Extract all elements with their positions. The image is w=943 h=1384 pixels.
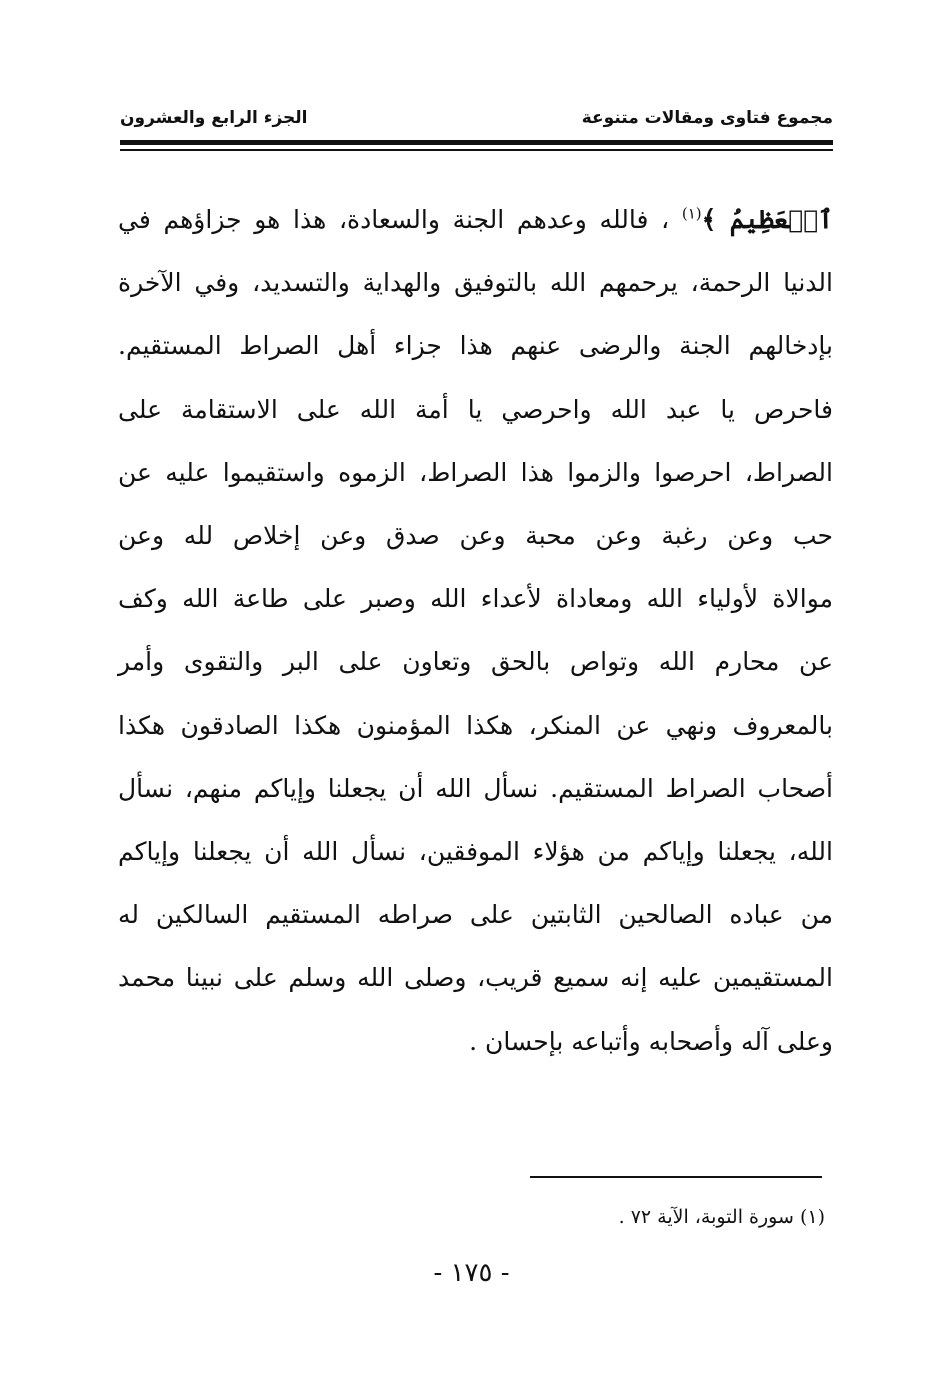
- running-header: [120, 100, 833, 136]
- page-number: - ١٧٥ -: [433, 1258, 510, 1288]
- text-line-14: وعلى آله وأصحابه وأتباعه بإحسان .: [469, 1026, 833, 1056]
- footnote-reference: (١): [681, 204, 702, 223]
- header-rule-thick: [120, 140, 833, 145]
- text-line-6: حب وعن رغبة وعن محبة وعن صدق وعن إخلاص لله وعن: [118, 521, 833, 551]
- main-text: [118, 188, 833, 1073]
- text-line-12: من عباده الصالحين الثابتين على صراطه المستقيم السالكين له: [118, 900, 833, 930]
- text-line-10: أصحاب الصراط المستقيم. نسأل الله أن يجعلنا وإياكم منهم، نسأل: [118, 773, 833, 803]
- text-line-1: ٱلۡعَظِيمُ ﴾$^{(١)}$ ، فالله وعدهم الجنة والسعادة، هذا هو جزاؤهم في: [118, 204, 833, 234]
- text-line-9: بالمعروف ونهي عن المنكر، هكذا المؤمنون هكذا الصادقون هكذا: [118, 710, 833, 740]
- text-line-2: الدنيا الرحمة، يرحمهم الله بالتوفيق والهداية والتسديد، وفي الآخرة: [118, 268, 833, 298]
- footnote: (١) سورة التوبة، الآية ٧٢ .: [618, 1206, 825, 1228]
- volume-title: الجزء الرابع والعشرون: [120, 108, 308, 128]
- quran-fragment: ٱلۡعَظِيمُ ﴾: [701, 205, 833, 234]
- text-line-11: الله، يجعلنا وإياكم من هؤلاء الموفقين، نسأل الله أن يجعلنا وإياكم: [118, 837, 833, 867]
- text-line-7: موالاة لأولياء الله ومعاداة لأعداء الله وصبر على طاعة الله وكف: [118, 584, 833, 614]
- header-rule-thin: [120, 149, 833, 151]
- text-line-3: بإدخالهم الجنة والرضى عنهم هذا جزاء أهل الصراط المستقيم.: [118, 331, 833, 361]
- text-line-5: الصراط، احرصوا والزموا هذا الصراط، الزموه واستقيموا عليه عن: [118, 457, 833, 487]
- text-line-4: فاحرص يا عبد الله واحرصي يا أمة الله على الاستقامة على: [118, 394, 833, 424]
- text-line-13: المستقيمين عليه إنه سميع قريب، وصلى الله وسلم على نبينا محمد: [118, 963, 833, 993]
- book-title: مجموع فتاوى ومقالات متنوعة: [581, 108, 833, 128]
- text-line-8: عن محارم الله وتواص بالحق وتعاون على البر والتقوى وأمر: [118, 647, 833, 677]
- footnote-separator: [530, 1176, 822, 1178]
